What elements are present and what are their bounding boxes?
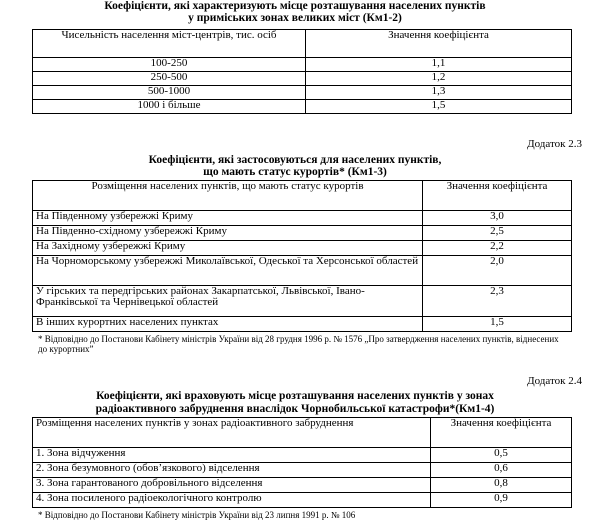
table-row — [33, 72, 572, 86]
table2-value: 2,2 — [423, 241, 572, 256]
table3-cell: 3. Зона гарантованого добровільного відселення — [33, 478, 431, 493]
table-row — [33, 463, 572, 478]
table2-cell: На Чорноморському узбережжі Миколаївської, Одеської та Херсонської областей — [33, 256, 423, 286]
table1-title-line2: у приміських зонах великих міст (Км1-2) — [188, 12, 402, 24]
table3-footnote: * Відповідно до Постанови Кабінету міністрів України від 23 липня 1991 р. № 106 — [38, 510, 356, 520]
table2-cell: На Південному узбережжі Криму — [33, 211, 423, 226]
table-row — [33, 448, 572, 463]
table1-cell: 100-250 — [33, 58, 306, 72]
table1-cell: 250-500 — [33, 72, 306, 86]
table2-cell: У гірських та передгірських районах Закарпатської, Львівської, Івано-Франківської та Чернівецької областей — [33, 286, 423, 317]
table-row — [33, 256, 572, 286]
table-row — [33, 100, 572, 114]
table1 — [32, 29, 572, 114]
table2-cell: На Південно-східному узбережжі Криму — [33, 226, 423, 241]
table-row — [33, 241, 572, 256]
table2-header-col1: Розміщення населених пунктів, що мають статус курортів — [33, 181, 423, 211]
table1-title-line1: Коефіцієнти, які характеризують місце розташування населених пунктів — [104, 0, 486, 12]
table3-header-col2: Значення коефіцієнта — [431, 418, 572, 448]
table2-header-row — [33, 181, 572, 211]
table-row — [33, 86, 572, 100]
table-row — [33, 478, 572, 493]
table1-cell: 1000 і більше — [33, 100, 306, 114]
table1-value: 1,2 — [306, 72, 572, 86]
table3-title-line2: радіоактивного забруднення внаслідок Чорнобильської катастрофи*(Км1-4) — [95, 403, 495, 415]
table3-value: 0,9 — [431, 493, 572, 508]
table2-footnote: * Відповідно до Постанови Кабінету міністрів України від 28 грудня 1996 р. № 1576 „Про затвердження населених пунктів, віднесених до курортних” — [38, 334, 559, 354]
table3-title-line1: Коефіцієнти, які враховують місце розташування населених пунктів у зонах — [96, 390, 494, 402]
addendum-2-4: Додаток 2.4 — [527, 375, 582, 387]
table2-value: 1,5 — [423, 317, 572, 332]
table3-value: 0,5 — [431, 448, 572, 463]
table3-header-row — [33, 418, 572, 448]
table2-header-col2: Значення коефіцієнта — [423, 181, 572, 211]
table-row — [33, 211, 572, 226]
table1-value: 1,3 — [306, 86, 572, 100]
table-row — [33, 286, 572, 317]
table3-value: 0,8 — [431, 478, 572, 493]
table2-title-line2: що мають статус курортів* (Км1-3) — [203, 166, 387, 178]
table3-cell: 1. Зона відчуження — [33, 448, 431, 463]
table3-cell: 2. Зона безумовного (обов’язкового) відселення — [33, 463, 431, 478]
table1-cell: 500-1000 — [33, 86, 306, 100]
table2-cell: На Західному узбережжі Криму — [33, 241, 423, 256]
table3 — [32, 417, 572, 508]
table1-header-col2: Значення коефіцієнта — [306, 30, 572, 58]
table-row — [33, 493, 572, 508]
table3-header-col1: Розміщення населених пунктів у зонах радіоактивного забруднення — [33, 418, 431, 448]
table1-value: 1,5 — [306, 100, 572, 114]
table2-cell: В інших курортних населених пунктах — [33, 317, 423, 332]
table2-value: 2,0 — [423, 256, 572, 286]
table3-cell: 4. Зона посиленого радіоекологічного контролю — [33, 493, 431, 508]
table2-title-line1: Коефіцієнти, які застосовуються для населених пунктів, — [148, 154, 442, 166]
table-row — [33, 317, 572, 332]
table1-header-col1: Чисельність населення міст-центрів, тис. осіб — [33, 30, 306, 58]
table1-header-row — [33, 30, 572, 58]
table-row — [33, 58, 572, 72]
addendum-2-3: Додаток 2.3 — [527, 138, 582, 150]
table1-value: 1,1 — [306, 58, 572, 72]
table2-value: 3,0 — [423, 211, 572, 226]
table3-value: 0,6 — [431, 463, 572, 478]
table-row — [33, 226, 572, 241]
table2-value: 2,3 — [423, 286, 572, 317]
table2-value: 2,5 — [423, 226, 572, 241]
table2 — [32, 180, 572, 332]
